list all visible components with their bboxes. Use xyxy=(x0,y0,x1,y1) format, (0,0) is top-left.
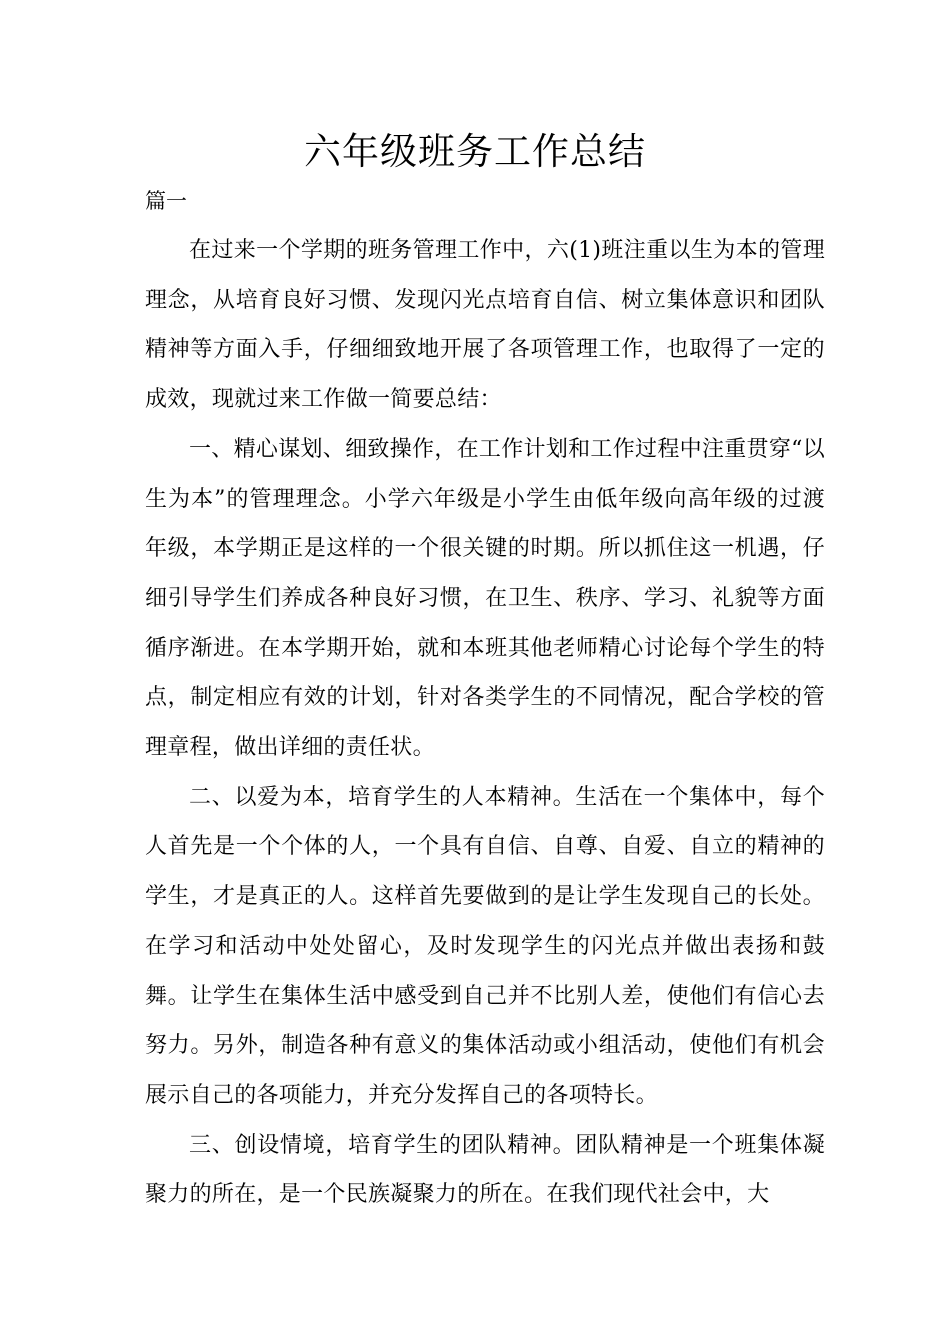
paragraph: 在过来一个学期的班务管理工作中，六(1)班注重以生为本的管理理念，从培育良好习惯、发现闪光点培育自信、树立集体意识和团队精神等方面入手，仔细细致地开展了各项管理工作，也取得了一定的成效，现就过来工作做一简要总结： xyxy=(145,238,825,413)
paragraph: 一、精心谋划、细致操作，在工作计划和工作过程中注重贯穿“以生为本”的管理理念。小学六年级是小学生由低年级向高年级的过渡年级，本学期正是这样的一个很关键的时期。所以抓住这一机遇，仔细引导学生们养成各种良好习惯，在卫生、秩序、学习、礼貌等方面循序渐进。在本学期开始，就和本班其他老师精心讨论每个学生的特点，制定相应有效的计划，针对各类学生的不同情况，配合学校的管理章程，做出详细的责任状。 xyxy=(145,436,825,761)
document-title: 六年级班务工作总结 xyxy=(304,130,646,173)
paragraph: 二、以爱为本，培育学生的人本精神。生活在一个集体中，每个人首先是一个个体的人，一个具有自信、自尊、自爱、自立的精神的学生，才是真正的人。这样首先要做到的是让学生发现自己的长处。在学习和活动中处处留心，及时发现学生的闪光点并做出表扬和鼓舞。让学生在集体生活中感受到自己并不比别人差，使他们有信心去努力。另外，制造各种有意义的集体活动或小组活动，使他们有机会展示自己的各项能力，并充分发挥自己的各项特长。 xyxy=(145,784,825,1108)
section-label: 篇一 xyxy=(145,189,187,213)
paragraph: 三、创设情境，培育学生的团队精神。团队精神是一个班集体凝聚力的所在，是一个民族凝聚力的所在。在我们现代社会中，大 xyxy=(145,1132,825,1208)
document-body xyxy=(145,226,825,1220)
